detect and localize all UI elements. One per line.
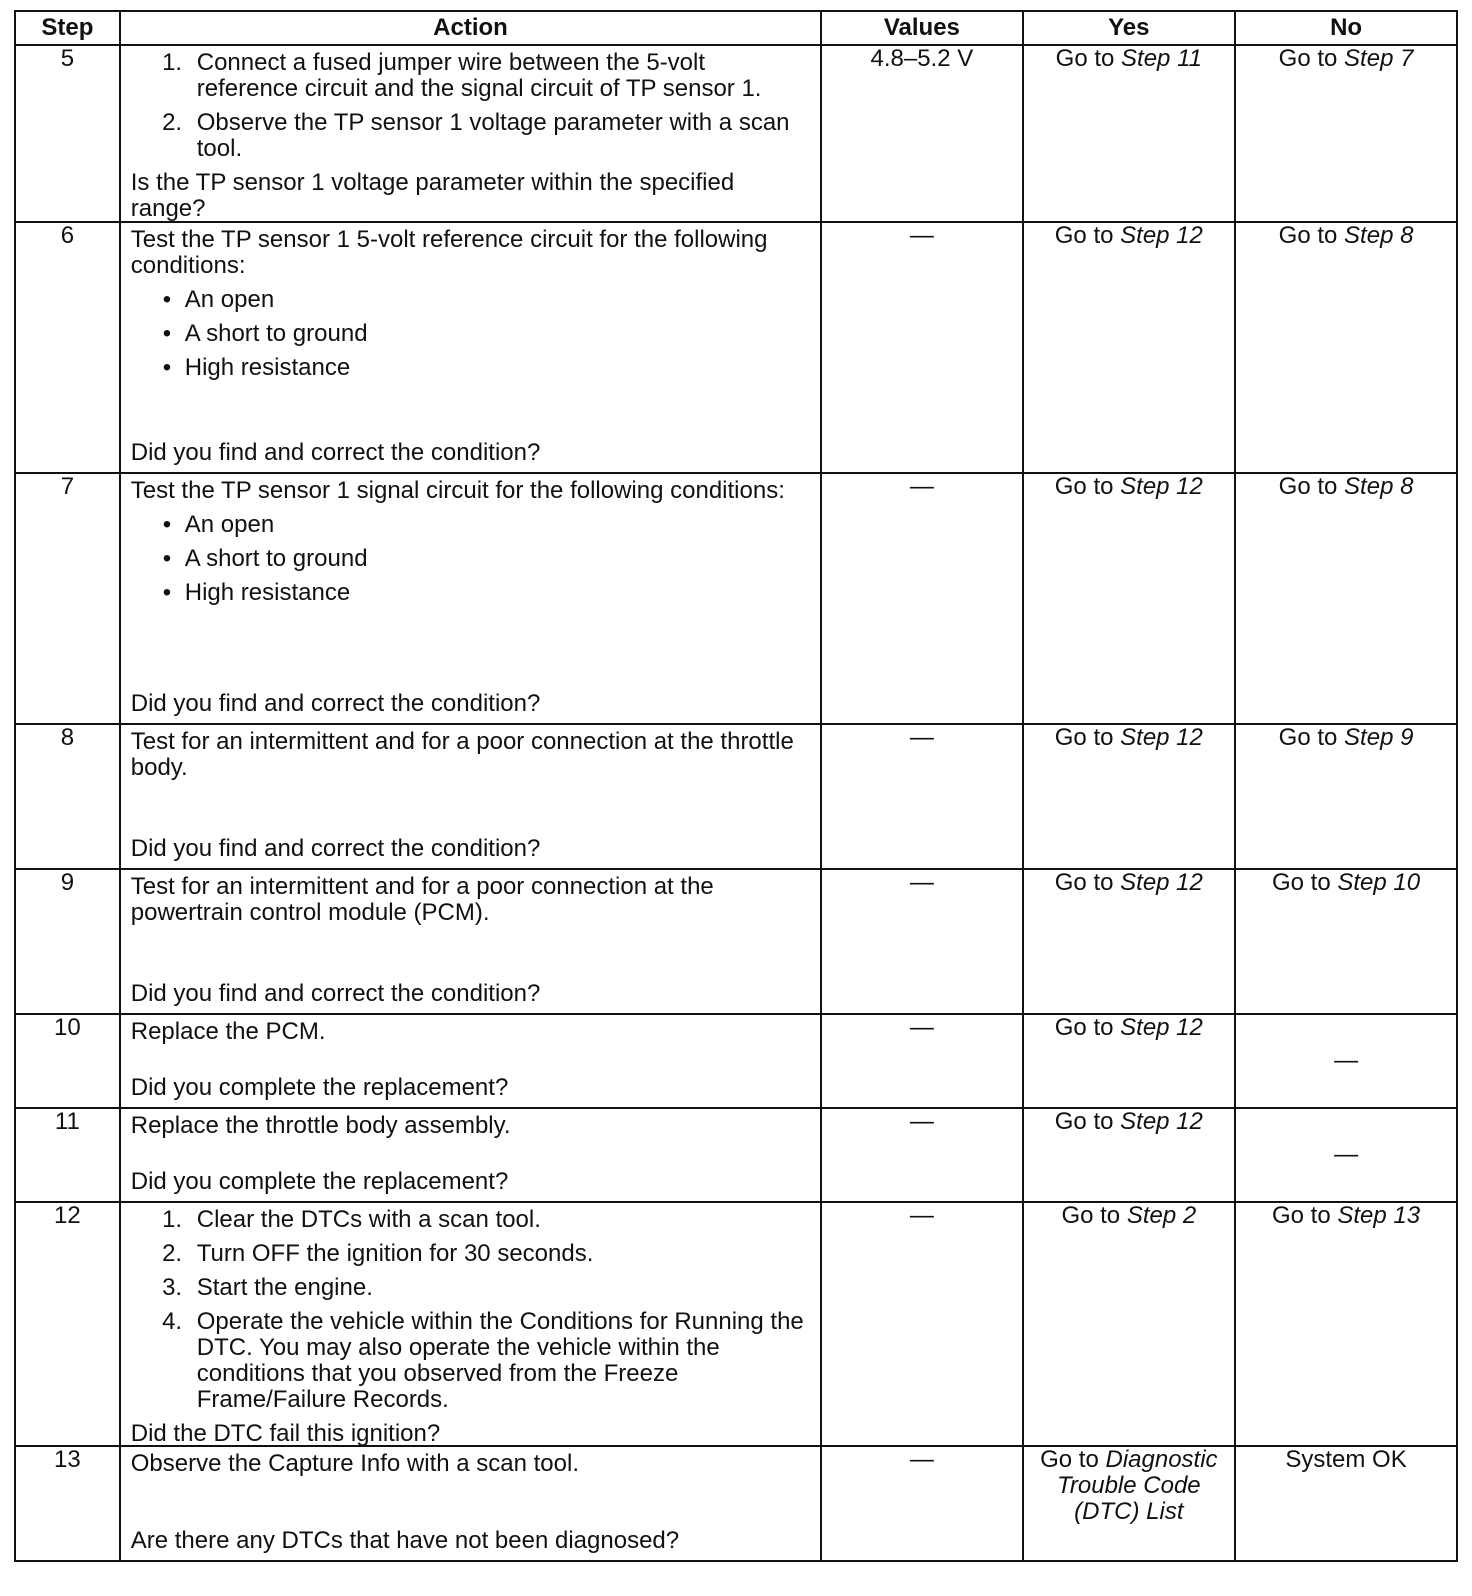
- table-row: [15, 724, 1457, 869]
- numbered-item: 2. Observe the TP sensor 1 voltage parameter with a scan tool.: [189, 110, 810, 162]
- condition-item: • A short to ground: [185, 546, 810, 572]
- yes-target[interactable]: Diagnostic Trouble Code (DTC) List: [1057, 1446, 1218, 1525]
- no-cell: [1235, 222, 1457, 473]
- yes-target[interactable]: Step 12: [1120, 473, 1203, 500]
- action-cell: [120, 1202, 821, 1446]
- table-row: [15, 1108, 1457, 1202]
- condition-item: • An open: [185, 512, 810, 538]
- no-go-to: Go to: [1272, 1202, 1331, 1229]
- value-cell: —: [821, 1446, 1022, 1561]
- action-instructions: [131, 50, 810, 170]
- value-cell: —: [821, 1202, 1022, 1446]
- condition-list: [131, 287, 810, 381]
- action-content: [121, 1203, 820, 1445]
- yes-target[interactable]: Step 11: [1121, 45, 1202, 72]
- action-instructions: [131, 1207, 810, 1421]
- yes-cell: [1023, 473, 1236, 724]
- header-action: Action: [120, 11, 821, 45]
- action-question: Did you find and correct the condition?: [130, 980, 541, 1007]
- yes-target[interactable]: Step 12: [1120, 1014, 1203, 1041]
- action-question: Is the TP sensor 1 voltage parameter within the specified range?: [130, 169, 735, 222]
- no-target[interactable]: Step 8: [1344, 473, 1414, 500]
- no-cell: —: [1235, 1014, 1457, 1108]
- table-row: [15, 869, 1457, 1014]
- no-cell: [1235, 45, 1457, 222]
- numbered-item: 2. Turn OFF the ignition for 30 seconds.: [189, 1241, 810, 1267]
- no-cell: [1235, 473, 1457, 724]
- action-instructions: [131, 874, 810, 926]
- step-number: 11: [15, 1108, 120, 1202]
- yes-cell: [1023, 724, 1236, 869]
- action-content: [121, 1447, 820, 1560]
- action-instructions: [131, 1113, 810, 1139]
- no-target[interactable]: Step 13: [1337, 1202, 1421, 1229]
- step-number: 10: [15, 1014, 120, 1108]
- action-content: [121, 725, 820, 868]
- action-question: Did you complete the replacement?: [130, 1168, 509, 1195]
- value-cell: —: [821, 1108, 1022, 1202]
- yes-cell: [1023, 222, 1236, 473]
- numbered-item: 4. Operate the vehicle within the Conditions for Running the DTC. You may also operate the vehicle within the conditions that you observed from the Freeze Frame/Failure Records.: [189, 1309, 810, 1413]
- step-number: 9: [15, 869, 120, 1014]
- no-go-to: Go to: [1278, 724, 1338, 751]
- numbered-list: [131, 50, 810, 162]
- header-values: Values: [821, 11, 1022, 45]
- header-no: No: [1235, 11, 1457, 45]
- condition-item: • High resistance: [185, 355, 810, 381]
- condition-list: [131, 512, 810, 606]
- yes-cell: [1023, 869, 1236, 1014]
- action-intro: Test for an intermittent and for a poor connection at the throttle body.: [130, 728, 794, 781]
- yes-go-to: Go to: [1054, 1014, 1114, 1041]
- value-cell: 4.8–5.2 V: [821, 45, 1022, 222]
- diagnostic-table: [14, 10, 1458, 1562]
- action-intro: Replace the PCM.: [130, 1018, 326, 1045]
- numbered-item: 1. Connect a fused jumper wire between the 5-volt reference circuit and the signal circuit of TP sensor 1.: [189, 50, 810, 102]
- action-cell: [120, 222, 821, 473]
- no-target[interactable]: Step 8: [1344, 222, 1414, 249]
- action-cell: [120, 869, 821, 1014]
- numbered-list: [131, 1207, 810, 1413]
- no-cell: [1235, 869, 1457, 1014]
- value-cell: —: [821, 1014, 1022, 1108]
- table-row: [15, 1446, 1457, 1561]
- action-cell: [120, 724, 821, 869]
- action-intro: Test the TP sensor 1 signal circuit for the following conditions:: [130, 477, 785, 504]
- no-cell: System OK: [1235, 1446, 1457, 1561]
- numbered-item: 1. Clear the DTCs with a scan tool.: [189, 1207, 810, 1233]
- action-question: Did you complete the replacement?: [130, 1074, 509, 1101]
- table-row: [15, 1202, 1457, 1446]
- yes-target[interactable]: Step 12: [1120, 1108, 1203, 1135]
- action-question: Did you find and correct the condition?: [130, 690, 541, 717]
- no-target[interactable]: Step 10: [1337, 869, 1421, 896]
- header-step: Step: [15, 11, 120, 45]
- table-row: [15, 1014, 1457, 1108]
- action-instructions: [131, 478, 810, 614]
- value-cell: —: [821, 473, 1022, 724]
- header-row: [15, 11, 1457, 45]
- yes-cell: [1023, 45, 1236, 222]
- action-cell: [120, 1108, 821, 1202]
- value-cell: —: [821, 869, 1022, 1014]
- action-intro: Observe the Capture Info with a scan tool.: [130, 1450, 579, 1477]
- no-go-to: Go to: [1278, 45, 1338, 72]
- action-content: [121, 474, 820, 723]
- value-cell: —: [821, 724, 1022, 869]
- no-go-to: Go to: [1278, 222, 1338, 249]
- action-instructions: [131, 1019, 810, 1045]
- yes-go-to: Go to: [1061, 1202, 1121, 1229]
- action-content: [121, 46, 820, 221]
- action-question: Are there any DTCs that have not been diagnosed?: [130, 1527, 680, 1554]
- step-number: 6: [15, 222, 120, 473]
- step-number: 13: [15, 1446, 120, 1561]
- no-go-to: Go to: [1272, 869, 1331, 896]
- no-cell: [1235, 724, 1457, 869]
- action-intro: Replace the throttle body assembly.: [130, 1112, 511, 1139]
- yes-cell: [1023, 1014, 1236, 1108]
- no-go-to: Go to: [1278, 473, 1338, 500]
- yes-target[interactable]: Step 12: [1120, 724, 1203, 751]
- step-number: 12: [15, 1202, 120, 1446]
- yes-go-to: Go to: [1054, 724, 1114, 751]
- step-number: 5: [15, 45, 120, 222]
- yes-target[interactable]: Step 2: [1126, 1202, 1197, 1229]
- yes-go-to: Go to: [1054, 1108, 1114, 1135]
- yes-go-to: Go to: [1055, 45, 1115, 72]
- yes-cell: [1023, 1446, 1236, 1561]
- step-number: 8: [15, 724, 120, 869]
- yes-target[interactable]: Step 12: [1120, 869, 1203, 896]
- step-number: 7: [15, 473, 120, 724]
- yes-go-to: Go to: [1054, 222, 1114, 249]
- action-instructions: [131, 227, 810, 389]
- condition-item: • A short to ground: [185, 321, 810, 347]
- yes-go-to: Go to: [1040, 1446, 1099, 1473]
- condition-item: • High resistance: [185, 580, 810, 606]
- action-question: Did you find and correct the condition?: [130, 835, 541, 862]
- value-cell: —: [821, 222, 1022, 473]
- no-cell: [1235, 1202, 1457, 1446]
- action-content: [121, 1109, 820, 1201]
- action-intro: Test the TP sensor 1 5-volt reference circuit for the following conditions:: [130, 226, 768, 279]
- action-cell: [120, 1446, 821, 1561]
- table-row: [15, 45, 1457, 222]
- yes-go-to: Go to: [1054, 869, 1114, 896]
- action-cell: [120, 1014, 821, 1108]
- numbered-item: 3. Start the engine.: [189, 1275, 810, 1301]
- yes-target[interactable]: Step 12: [1120, 222, 1203, 249]
- action-content: [121, 1015, 820, 1107]
- header-yes: Yes: [1023, 11, 1236, 45]
- yes-go-to: Go to: [1054, 473, 1114, 500]
- action-question: Did you find and correct the condition?: [130, 439, 541, 466]
- no-target[interactable]: Step 7: [1344, 45, 1414, 72]
- action-cell: [120, 45, 821, 222]
- action-cell: [120, 473, 821, 724]
- yes-cell: [1023, 1108, 1236, 1202]
- action-intro: Test for an intermittent and for a poor connection at the powertrain control module (PCM).: [130, 873, 714, 926]
- no-cell: —: [1235, 1108, 1457, 1202]
- table-row: [15, 222, 1457, 473]
- no-target[interactable]: Step 9: [1344, 724, 1414, 751]
- yes-cell: [1023, 1202, 1236, 1446]
- condition-item: • An open: [185, 287, 810, 313]
- action-content: [121, 870, 820, 1013]
- action-question: Did the DTC fail this ignition?: [130, 1420, 441, 1447]
- table-row: [15, 473, 1457, 724]
- action-content: [121, 223, 820, 472]
- action-instructions: [131, 1451, 810, 1477]
- action-instructions: [131, 729, 810, 781]
